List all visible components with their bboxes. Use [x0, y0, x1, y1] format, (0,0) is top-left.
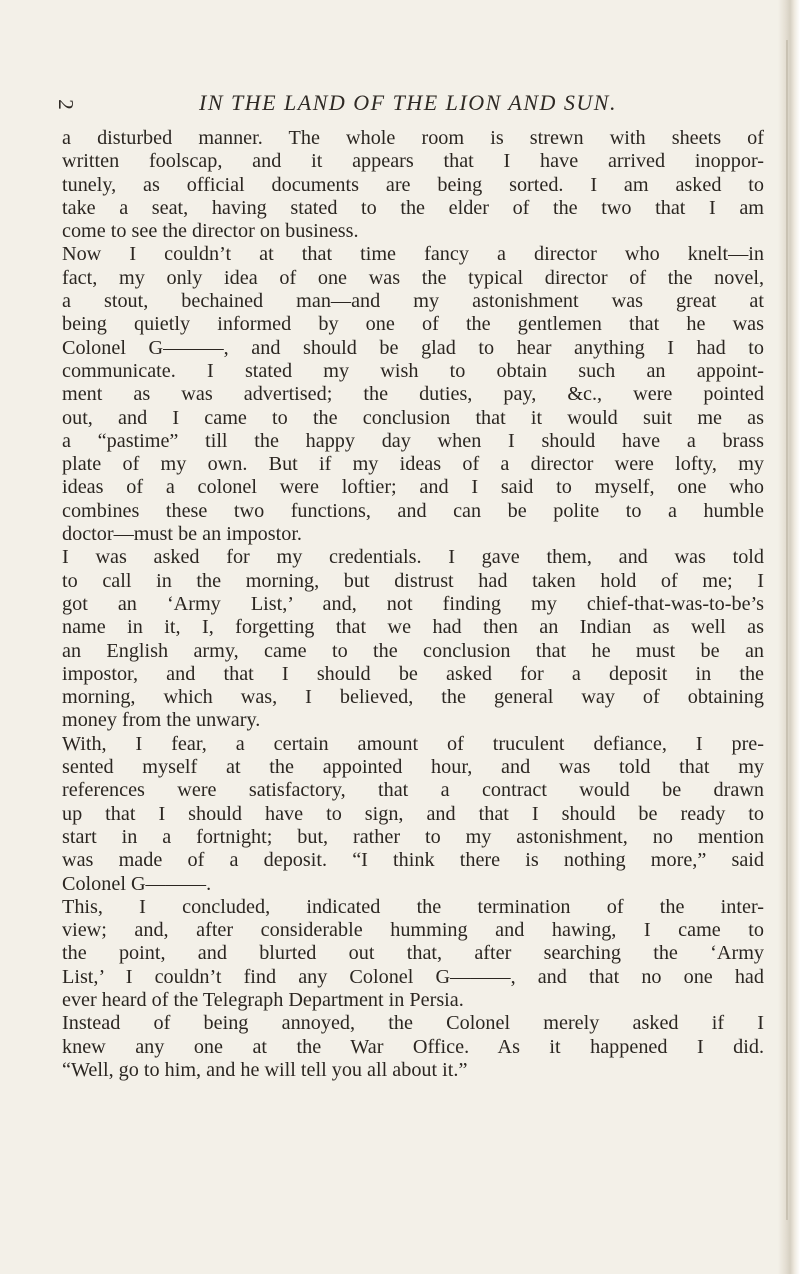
- text-line: the point, and blurted out that, after searching the ‘Army: [62, 942, 764, 965]
- text-line: got an ‘Army List,’ and, not finding my chief-that-was-to-be’s: [62, 592, 764, 615]
- text-line: impostor, and that I should be asked for a deposit in the: [62, 662, 764, 685]
- text-line: out, and I came to the conclusion that it would suit me as: [62, 406, 764, 429]
- text-line: ever heard of the Telegraph Department in Persia.: [62, 988, 464, 1011]
- text-line: a “pastime” till the happy day when I should have a brass: [62, 429, 764, 452]
- text-line: a disturbed manner. The whole room is strewn with sheets of: [62, 127, 764, 149]
- text-line: Instead of being annoyed, the Colonel merely asked if I: [62, 1012, 764, 1035]
- page-number: 2: [53, 99, 78, 110]
- text-line: plate of my own. But if my ideas of a director were lofty, my: [62, 453, 764, 476]
- text-line: Now I couldn’t at that time fancy a director who knelt—in: [62, 243, 764, 266]
- text-line: knew any one at the War Office. As it happened I did.: [62, 1035, 764, 1058]
- text-line: tunely, as official documents are being sorted. I am asked to: [62, 173, 764, 196]
- text-line: ment as was advertised; the duties, pay, &c., were pointed: [62, 383, 764, 406]
- text-line: ideas of a colonel were loftier; and I said to myself, one who: [62, 476, 764, 499]
- text-line: fact, my only idea of one was the typical director of the novel,: [62, 266, 764, 289]
- text-line: come to see the director on business.: [62, 220, 359, 243]
- text-line: up that I should have to sign, and that I should be ready to: [62, 802, 764, 825]
- text-line: references were satisfactory, that a contract would be drawn: [62, 779, 764, 802]
- text-line: to call in the morning, but distrust had taken hold of me; I: [62, 569, 764, 592]
- page-binding-edge: [778, 0, 800, 1274]
- text-line: written foolscap, and it appears that I have arrived inoppor-: [62, 150, 764, 173]
- text-line: sented myself at the appointed hour, and was told that my: [62, 756, 764, 779]
- text-line: being quietly informed by one of the gentlemen that he was: [62, 313, 764, 336]
- text-line: List,’ I couldn’t find any Colonel G———, and that no one had: [62, 965, 764, 988]
- text-line: name in it, I, forgetting that we had then an Indian as well as: [62, 616, 764, 639]
- text-line: This, I concluded, indicated the termination of the inter-: [62, 895, 764, 918]
- text-line: “Well, go to him, and he will tell you all about it.”: [62, 1058, 468, 1081]
- text-line: view; and, after considerable humming and hawing, I came to: [62, 919, 764, 942]
- text-line: With, I fear, a certain amount of truculent defiance, I pre-: [62, 732, 764, 755]
- text-line: Colonel G———, and should be glad to hear anything I had to: [62, 336, 764, 359]
- page-header: [0, 90, 800, 118]
- text-line: start in a fortnight; but, rather to my astonishment, no mention: [62, 825, 764, 848]
- text-line: communicate. I stated my wish to obtain such an appoint-: [62, 359, 764, 382]
- text-line: take a seat, having stated to the elder of the two that I am: [62, 196, 764, 219]
- text-line: I was asked for my credentials. I gave them, and was told: [62, 546, 764, 569]
- text-line: morning, which was, I believed, the general way of obtaining: [62, 686, 764, 709]
- text-line: a stout, bechained man—and my astonishment was great at: [62, 290, 764, 313]
- text-line: an English army, came to the conclusion that he must be an: [62, 639, 764, 662]
- text-line: doctor—must be an impostor.: [62, 523, 302, 546]
- text-line: combines these two functions, and can be polite to a humble: [62, 499, 764, 522]
- text-line: Colonel G———.: [62, 872, 212, 895]
- body-text: [62, 127, 764, 1082]
- text-line: was made of a deposit. “I think there is nothing more,” said: [62, 849, 764, 872]
- text-line: money from the unwary.: [62, 709, 261, 732]
- running-head: IN THE LAND OF THE LION AND SUN.: [199, 90, 617, 115]
